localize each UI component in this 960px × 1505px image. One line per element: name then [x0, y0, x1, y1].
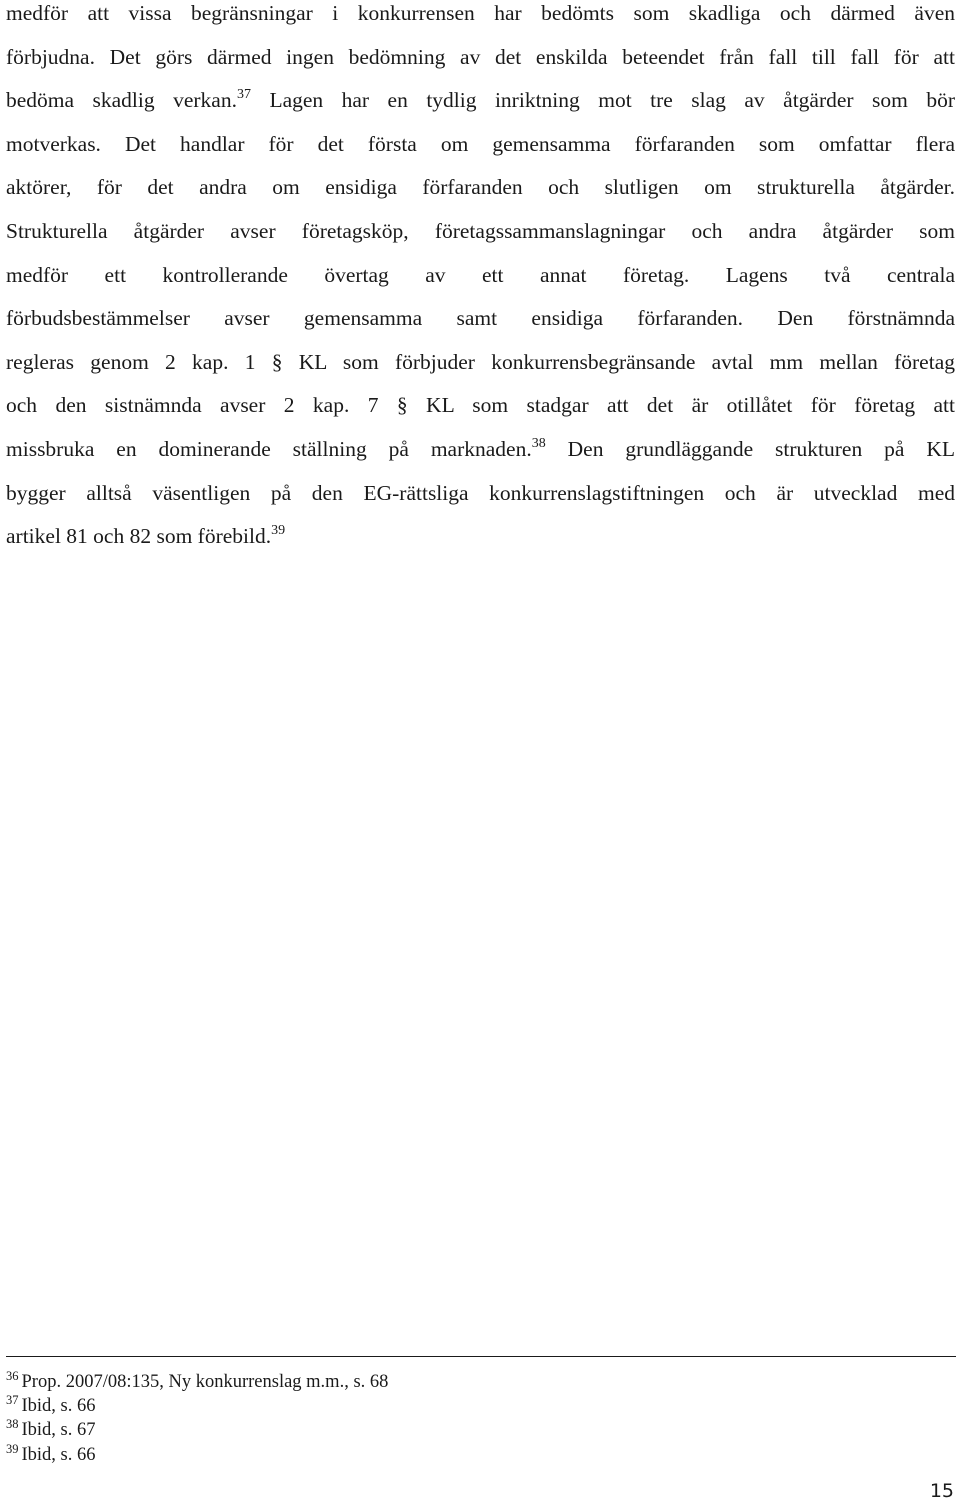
footnotes: [6, 1370, 388, 1467]
body-line: bygger alltså väsentligen på den EG-rättsliga konkurrenslagstiftningen och är utvecklad med: [6, 480, 955, 505]
footnote: [6, 1418, 388, 1442]
footnote-number: 38: [6, 1417, 19, 1432]
body-line: förbudsbestämmelser avser gemensamma samt ensidiga förfaranden. Den förstnämnda: [6, 306, 955, 331]
footnote: [6, 1394, 388, 1418]
footnote-text: Ibid, s. 66: [21, 1396, 96, 1417]
body-line: regleras genom 2 kap. 1 § KL som förbjuder konkurrensbegränsande avtal mm mellan företag: [6, 349, 955, 374]
footnote-number: 39: [6, 1441, 19, 1456]
body-line: aktörer, för det andra om ensidiga förfaranden och slutligen om strukturella åtgärder.: [6, 175, 955, 200]
body-line: motverkas. Det handlar för det första om gemensamma förfaranden som omfattar flera: [6, 131, 955, 156]
body-line: och den sistnämnda avser 2 kap. 7 § KL som stadgar att det är otillåtet för företag att: [6, 393, 955, 418]
page-number: 15: [929, 1480, 954, 1502]
body-line: missbruka en dominerande ställning på marknaden.$^{38}$ Den grundläggande strukturen på KL: [6, 435, 955, 461]
body-line: medför att vissa begränsningar i konkurrensen har bedömts som skadliga och därmed även: [6, 1, 955, 25]
footnote-ref[interactable]: 38: [531, 435, 546, 451]
footnote: [6, 1443, 388, 1467]
footnote-text: Prop. 2007/08:135, Ny konkurrenslag m.m., s. 68: [21, 1372, 389, 1392]
body-line: medför ett kontrollerande övertag av ett annat företag. Lagens två centrala: [6, 262, 955, 287]
body-line: förbjudna. Det görs därmed ingen bedömning av det enskilda beteendet från fall till fall för att: [6, 44, 955, 69]
footnote-text: Ibid, s. 67: [21, 1420, 96, 1441]
body-line: Strukturella åtgärder avser företagsköp, företagssammanslagningar och andra åtgärder som: [6, 218, 955, 243]
body-paragraph: [6, 0, 955, 559]
footnote-separator: [6, 1356, 956, 1357]
body-line: artikel 81 och 82 som förebild.$^{39}$: [6, 523, 286, 549]
footnote-ref[interactable]: 39: [271, 523, 286, 539]
footnote-number: 36: [6, 1369, 19, 1383]
body-line: bedöma skadlig verkan.$^{37}$ Lagen har en tydlig inriktning mot tre slag av åtgärder som bör: [6, 87, 955, 113]
footnote-number: 37: [6, 1393, 19, 1408]
footnote-ref[interactable]: 37: [236, 87, 251, 103]
footnote: [6, 1370, 388, 1394]
footnote-text: Ibid, s. 66: [21, 1444, 96, 1465]
